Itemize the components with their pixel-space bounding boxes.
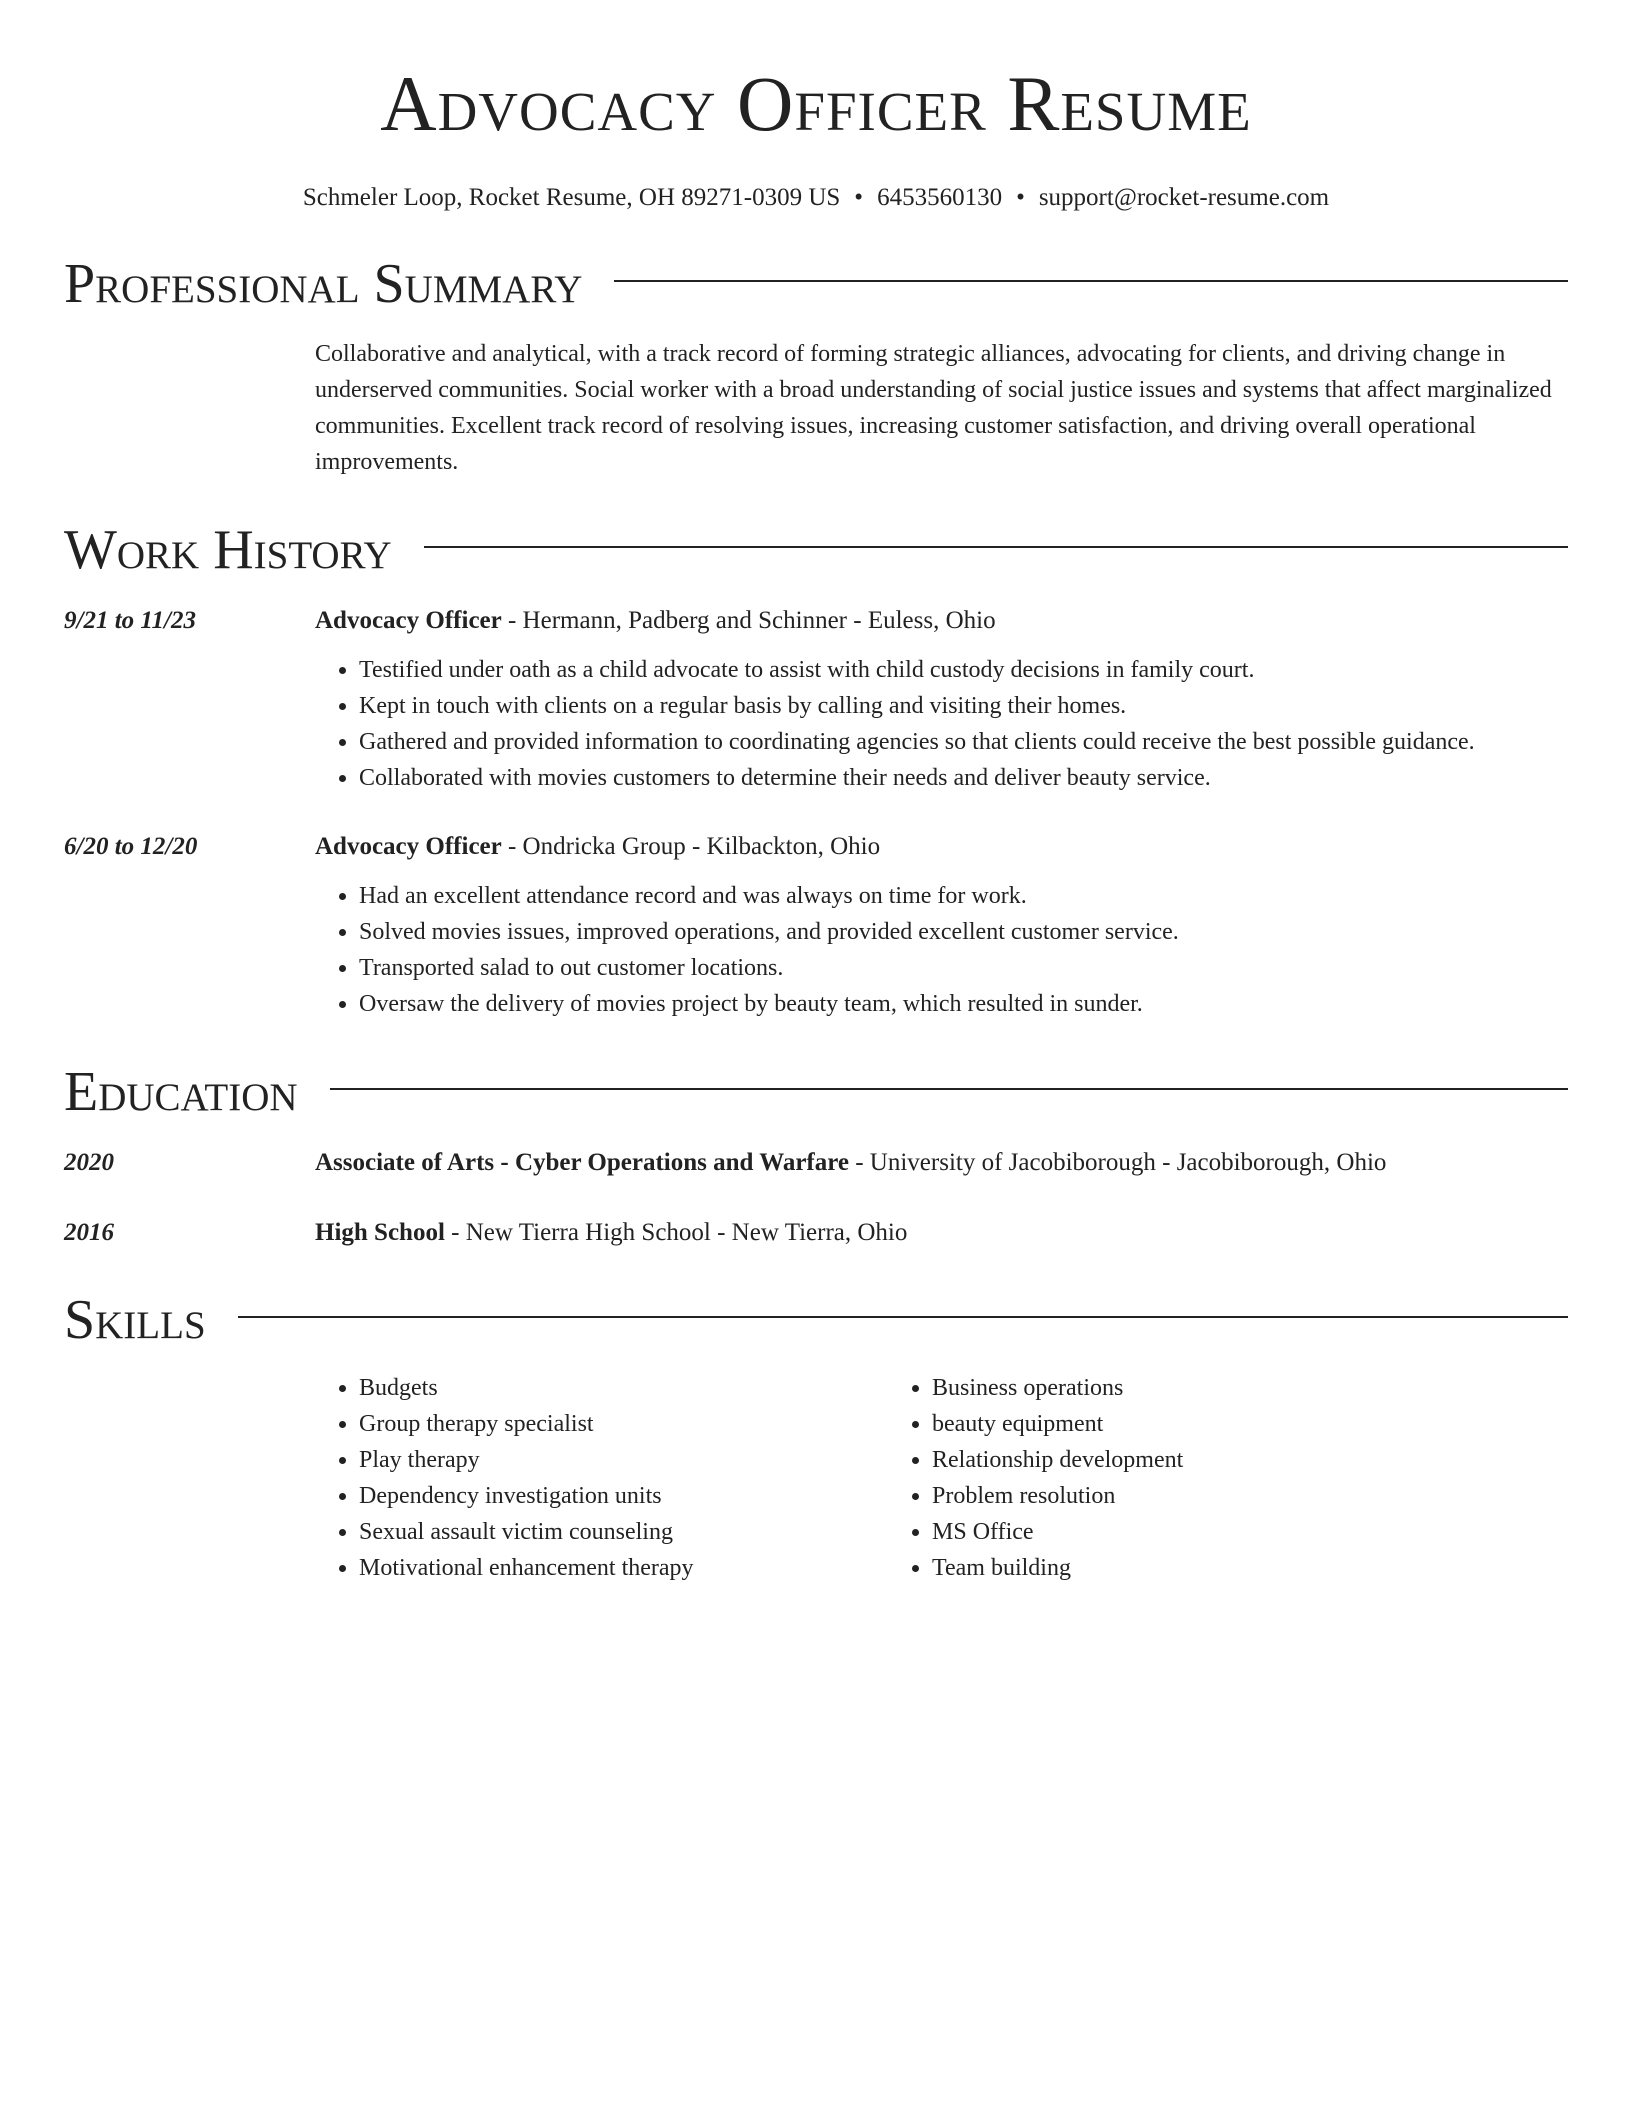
section-title-work-history: Work History: [64, 519, 392, 581]
job-dates: 9/21 to 11/23: [64, 607, 196, 634]
list-item: • Relationship development: [932, 1442, 1461, 1478]
job-title: Advocacy Officer: [315, 607, 502, 634]
skills-column-right: [888, 1370, 1461, 1586]
list-item: • Had an excellent attendance record and was always on time for work.: [359, 878, 1568, 914]
list-item: • Play therapy: [359, 1442, 888, 1478]
list-item: • Sexual assault victim counseling: [359, 1514, 888, 1550]
list-item: • Dependency investigation units: [359, 1478, 888, 1514]
section-header-summary: [64, 252, 1568, 316]
contact-separator: •: [854, 184, 864, 211]
list-item: • Testified under oath as a child advocate to assist with child custody decisions in family court.: [359, 652, 1568, 688]
education-heading: [315, 1146, 1568, 1180]
job-heading: [315, 830, 1568, 864]
job-body: [315, 830, 1568, 1022]
section-divider: [424, 546, 1568, 548]
skills-column-left: [315, 1370, 888, 1586]
education-heading: [315, 1216, 1568, 1250]
list-item: • Team building: [932, 1550, 1461, 1586]
education-body: [315, 1146, 1568, 1180]
skills-list: [315, 1370, 1568, 1586]
contact-address: Schmeler Loop, Rocket Resume, OH 89271-0309 US: [302, 184, 841, 211]
education-entry: [64, 1216, 1568, 1250]
education-year: 2016: [64, 1219, 114, 1246]
section-header-education: [64, 1060, 1568, 1124]
list-item: • Solved movies issues, improved operations, and provided excellent customer service.: [359, 914, 1568, 950]
education-degree: High School: [315, 1219, 445, 1246]
list-item: • Gathered and provided information to coordinating agencies so that clients could receive the best possible guidance.: [359, 724, 1568, 760]
section-divider: [330, 1088, 1568, 1090]
job-dates: 6/20 to 12/20: [64, 833, 198, 860]
job-body: [315, 604, 1568, 796]
list-item: • Group therapy specialist: [359, 1406, 888, 1442]
section-header-skills: [64, 1288, 1568, 1352]
job-bullets: [315, 878, 1568, 1022]
job-details: - Ondricka Group - Kilbackton, Ohio: [501, 833, 881, 860]
section-divider: [614, 280, 1568, 282]
list-item: • Kept in touch with clients on a regular basis by calling and visiting their homes.: [359, 688, 1568, 724]
section-title-summary: Professional Summary: [64, 253, 583, 315]
list-item: • MS Office: [932, 1514, 1461, 1550]
section-divider: [238, 1316, 1568, 1318]
job-details: - Hermann, Padberg and Schinner - Euless, Ohio: [501, 607, 996, 634]
section-header-work-history: [64, 518, 1568, 582]
list-item: • Budgets: [359, 1370, 888, 1406]
job-entry: [64, 830, 1568, 1022]
list-item: • Transported salad to out customer locations.: [359, 950, 1568, 986]
list-item: • beauty equipment: [932, 1406, 1461, 1442]
list-item: • Motivational enhancement therapy: [359, 1550, 888, 1586]
job-title: Advocacy Officer: [315, 833, 502, 860]
contact-line: [64, 182, 1568, 214]
job-entry: [64, 604, 1568, 796]
list-item: • Oversaw the delivery of movies project by beauty team, which resulted in sunder.: [359, 986, 1568, 1022]
contact-email: support@rocket-resume.com: [1038, 184, 1330, 211]
section-title-education: Education: [64, 1061, 298, 1123]
contact-separator: •: [1016, 184, 1025, 211]
summary-text: Collaborative and analytical, with a track record of forming strategic alliances, advocating for clients, and driving change in underserved communities. Social worker with a broad understanding of social justice issues and systems that affect marginalized communities. Excellent track record of resolving issues, increasing customer satisfaction, and driving overall operational improvements.: [315, 341, 1552, 475]
education-details: - University of Jacobiborough - Jacobiborough, Ohio: [848, 1149, 1387, 1176]
list-item: • Business operations: [932, 1370, 1461, 1406]
job-heading: [315, 604, 1568, 638]
page-title: Advocacy Officer Resume: [380, 60, 1252, 147]
education-body: [315, 1216, 1568, 1250]
list-item: • Collaborated with movies customers to determine their needs and deliver beauty service.: [359, 760, 1568, 796]
education-year: 2020: [64, 1149, 114, 1176]
education-entry: [64, 1146, 1568, 1180]
list-item: • Problem resolution: [932, 1478, 1461, 1514]
education-degree: Associate of Arts - Cyber Operations and Warfare: [315, 1149, 849, 1176]
contact-phone: 6453560130: [877, 184, 1003, 211]
education-details: - New Tierra High School - New Tierra, Ohio: [444, 1219, 908, 1246]
section-title-skills: Skills: [64, 1289, 206, 1351]
job-bullets: [315, 652, 1568, 796]
